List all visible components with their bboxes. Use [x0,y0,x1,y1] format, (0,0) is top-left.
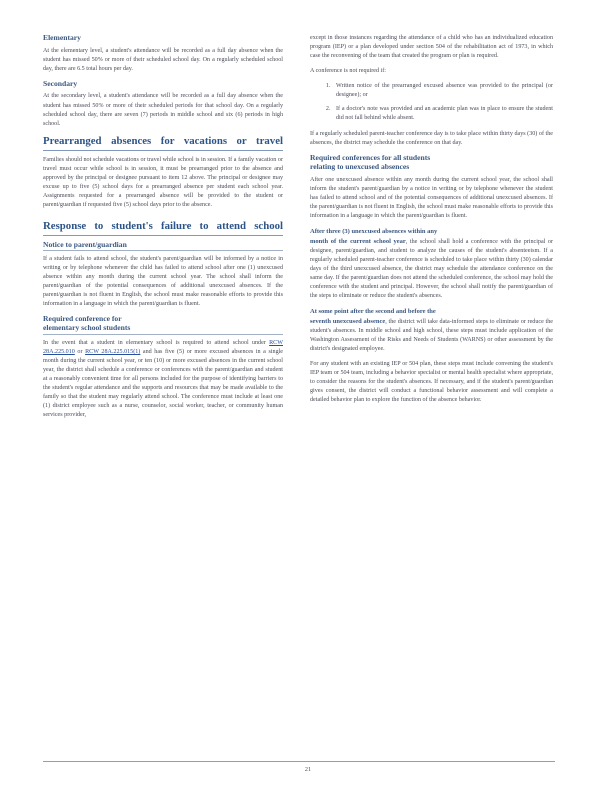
secondary-heading: Secondary [43,78,78,88]
second-seventh-section [310,307,553,354]
notice-text: If a student fails to attend school, the student's parent/guardian will be informed by a notice in writing or by telephone whenever the child has failed to attend school after one (1) unexcused absence within any month during the current school year. The school shall inform the parent/guardian of the potential consequences of additional unexcused absences. If the parent/guardian is not fluent in English, the school must make reasonable efforts to provide this information in a language in which the parent/guardian is fluent. [43,256,283,308]
required-elementary-text-before: In the event that a student in elementary school is required to attend school under [43,339,270,346]
required-elementary-text-mid: or [74,348,86,355]
unexcused-text: After one unexcused absence within any month during the current school year, the school shall inform the student's parent/guardian by a notice in writing or by telephone whenever the student has failed to attend school and of the potential consequences of additional unexcused absences. If the parent/guardian is not fluent in English, the school must make reasonable efforts to provide this information in a language in which the parent/guardian is fluent. [310,176,553,219]
after-three-paragraph [310,227,553,301]
required-elementary-heading [43,315,283,334]
required-elementary-heading-line2: elementary school students [43,323,131,333]
required-elementary-heading-line1: Required conference for [43,314,122,324]
second-seventh-paragraph [310,307,553,354]
after-three-section [310,227,553,301]
not-required-intro: A conference is not required if: [310,68,386,75]
rcw-link-2[interactable]: RCW 28A.225.015(1) [85,348,141,355]
iep-504-text: For any student with an existing IEP or 504 plan, these steps must include convening the student's IEP team or 504 team, including a behavior specialist or mental health specialist where appropriate, to consider the reasons for the student's absences. If necessary, and if the student's parent/guardian gives consent, the district will conduct a functional behavior assessment and will complete a detailed behavior plan to explore the function of the absence behavior. [310,360,553,403]
rcw-link-1[interactable]: RCW 28A.225.010 [43,339,283,355]
unexcused-section [310,154,553,221]
left-column [43,34,283,426]
unexcused-heading-line2: relating to unexcused absences [310,161,410,171]
second-seventh-text: , the district will take data-informed steps to eliminate or reduce the student's absences. In middle school and high school, these steps must include application of the Washington Assessment of the Risks and Needs of Students (WARNS) or other assessment by the district's designated employee. [310,318,553,352]
elementary-heading: Elementary [43,33,81,42]
notice-heading: Notice to parent/guardian [43,241,283,252]
elementary-text: At the elementary level, a student's attendance will be recorded as a full day absence when the student has missed 50% or more of their scheduled school day. On a regularly scheduled school day, there are 6.5 total hours per day. [43,47,283,72]
elementary-section [43,34,283,74]
secondary-text: At the secondary level, a student's attendance will be recorded as a full day absence when the student has missed 50% or more of their scheduled periods for that school day. On a regularly scheduled school day, there are seven (7) periods in middle school and six (6) periods in high school. [43,93,283,127]
footer-rule [43,761,555,762]
condition-item-1: 1. Written notice of the prearranged excused absence was provided to the principal (or designee); or [332,82,553,100]
response-heading: Response to student's failure to attend school [43,220,283,236]
page-number: 21 [304,766,312,773]
required-elementary-text [43,339,283,420]
prearranged-heading: Prearranged absences for vacations or travel [43,135,283,151]
continued-text: except in those instances regarding the attendance of a child who has an individualized education program (IEP) or a plan developed under section 504 of the rehabilitation act of 1973, in which case the reconvening of the team that created the program or plan is required. [310,35,553,60]
after-three-heading-line1: After three (3) unexcused absences within any [310,227,438,235]
right-column [310,34,553,411]
condition-item-2: 2. If a doctor's note was provided and an academic plan was in place to ensure the student did not fall behind while absent. [332,105,553,123]
prearranged-text: Families should not schedule vacations or travel while school is in session. If a family vacation or travel must occur while school is in session, it must be prearranged prior to the absence and approved by the principal or designee pursuant to item 12 above. The principal or designee may excuse up to five (5) school days for a prearranged absence per student each school year. Assignments requested for a prearranged absence will be provided to the student or parent/guardian if requested five (5) school days prior to the absence. [43,156,283,208]
unexcused-heading-line1: Required conferences for all students [310,153,431,163]
unexcused-heading [310,154,553,171]
after-three-text: , the school shall hold a conference with the principal or designee, parent/guardian, and student to analyze the causes of the student's absenteeism. If a regularly scheduled parent-teacher conference is scheduled to take place within thirty (30) calendar days of the third unexcused absence, the district may schedule the attendance conference on the same day. If the parent/guardian does not attend the scheduled conference, the school may hold the conference with the student and principal. However, the school shall notify the parent/guardian of the steps to eliminate or reduce the student's absences. [310,238,553,299]
secondary-section [43,80,283,129]
second-seventh-heading-line1: At some point after the second and before the [310,307,436,315]
conditions-list [310,82,553,123]
after-three-heading-line2: month of the current school year [310,237,406,245]
required-elementary-text-after: and has five (5) or more excused absences in a single month during the current school year, or ten (10) or more excused absences in the current school year, the district shall schedule a conference or conferences with the parent/guardian and student at a reasonably convenient time for all persons included for the purpose of identifying barriers to the student's regular attendance and the supports and resources that may be made available to the family so that the student may regularly attend school. The conference must include at least one (1) district employee such as a nurse, counselor, social worker, teacher, or community human services provider, [43,348,284,418]
second-seventh-heading-line2: seventh unexcused absence [310,317,386,325]
regular-conference-text: If a regularly scheduled parent-teacher conference day is to take place within thirty days (30) of the absences, the district may schedule the conference on that day. [310,131,553,147]
notice-section [43,241,283,310]
required-elementary-section [43,315,283,420]
